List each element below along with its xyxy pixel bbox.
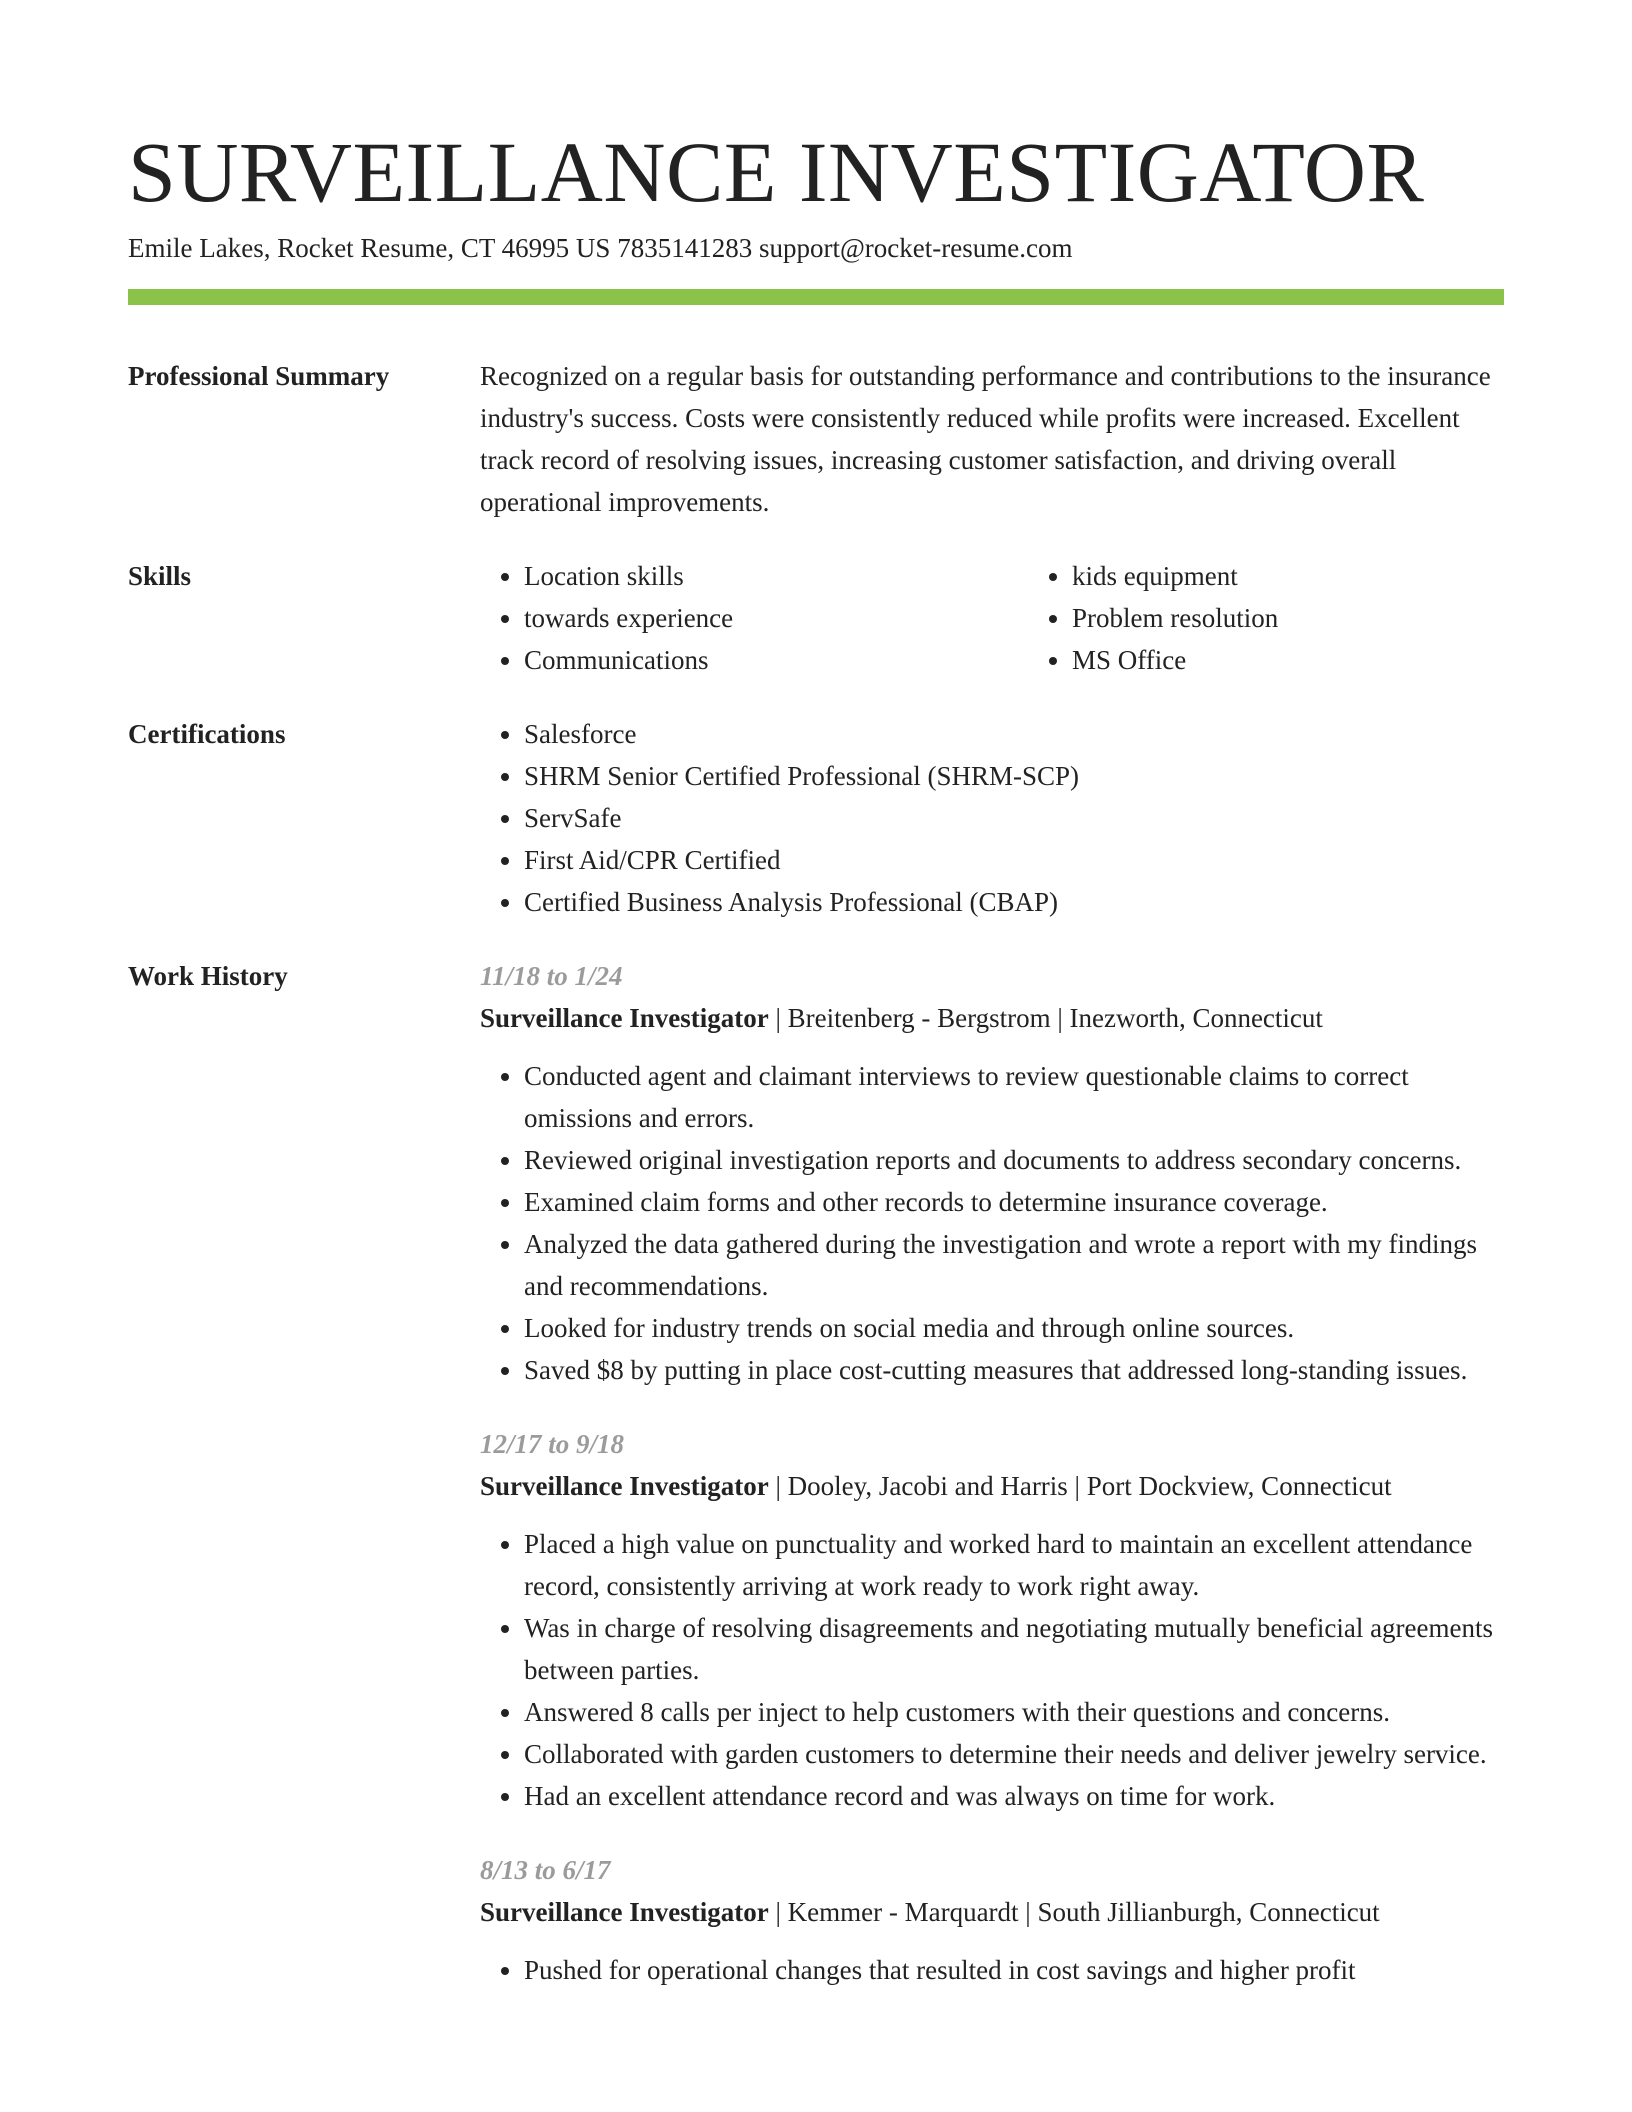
summary-section [128, 355, 1504, 523]
job-duties-list [480, 1055, 1504, 1391]
summary-label: Professional Summary [128, 361, 390, 391]
certification-item: • SHRM Senior Certified Professional (SHRM-SCP) [524, 755, 1504, 797]
resume-title: SURVEILLANCE INVESTIGATOR [128, 124, 1425, 220]
certifications-label: Certifications [128, 719, 286, 749]
job-dates: 8/13 to 6/17 [480, 1855, 611, 1885]
summary-body [480, 355, 1504, 523]
job-duty: • Analyzed the data gathered during the investigation and wrote a report with my findings and recommendations. [524, 1223, 1504, 1307]
accent-divider [128, 289, 1504, 305]
job-details: | Breitenberg - Bergstrom | Inezworth, Connecticut [768, 1003, 1323, 1033]
summary-text: Recognized on a regular basis for outstanding performance and contributions to the insurance industry's success. Costs were consistently reduced while profits were increased. Excellent track record of resolving issues, increasing customer satisfaction, and driving overall operational improvements. [480, 361, 1491, 517]
work-history-section [128, 955, 1504, 1991]
job-duty: • Pushed for operational changes that resulted in cost savings and higher profit [524, 1949, 1504, 1991]
job-duty: • Examined claim forms and other records to determine insurance coverage. [524, 1181, 1504, 1223]
job-entry [480, 955, 1504, 1391]
job-title: Surveillance Investigator [480, 1003, 769, 1033]
job-duty: • Collaborated with garden customers to determine their needs and deliver jewelry service. [524, 1733, 1504, 1775]
job-duty: • Answered 8 calls per inject to help customers with their questions and concerns. [524, 1691, 1504, 1733]
certification-item: • First Aid/CPR Certified [524, 839, 1504, 881]
certifications-list [480, 713, 1504, 923]
skills-section [128, 555, 1504, 681]
skill-item: • Problem resolution [1072, 597, 1576, 639]
contact-line: Emile Lakes, Rocket Resume, CT 46995 US 7835141283 support@rocket-resume.com [128, 233, 1073, 263]
certification-item: • Salesforce [524, 713, 1504, 755]
job-duties-list [480, 1949, 1504, 1991]
skill-item: • MS Office [1072, 639, 1576, 681]
skill-item: • kids equipment [1072, 555, 1576, 597]
job-duty: • Placed a high value on punctuality and worked hard to maintain an excellent attendance record, consistently arriving at work ready to work right away. [524, 1523, 1504, 1607]
job-header [480, 1465, 1504, 1507]
job-entry [480, 1849, 1504, 1991]
job-dates: 12/17 to 9/18 [480, 1429, 625, 1459]
job-header [480, 1891, 1504, 1933]
skills-label: Skills [128, 561, 192, 591]
skill-item: • Communications [524, 639, 1028, 681]
skills-column-2 [1028, 555, 1576, 681]
job-title: Surveillance Investigator [480, 1897, 769, 1927]
work-history-label: Work History [128, 961, 288, 991]
job-duty: • Had an excellent attendance record and was always on time for work. [524, 1775, 1504, 1817]
job-details: | Kemmer - Marquardt | South Jillianburgh, Connecticut [768, 1897, 1380, 1927]
work-history-body [480, 955, 1504, 1991]
certifications-section [128, 713, 1504, 923]
job-dates: 11/18 to 1/24 [480, 961, 623, 991]
job-duty: • Was in charge of resolving disagreements and negotiating mutually beneficial agreements between parties. [524, 1607, 1504, 1691]
resume-page [128, 0, 1504, 1991]
job-details: | Dooley, Jacobi and Harris | Port Dockview, Connecticut [768, 1471, 1392, 1501]
skill-item: • Location skills [524, 555, 1028, 597]
job-title: Surveillance Investigator [480, 1471, 769, 1501]
certifications-body [480, 713, 1504, 923]
job-duty: • Conducted agent and claimant interviews to review questionable claims to correct omissions and errors. [524, 1055, 1504, 1139]
certification-item: • Certified Business Analysis Professional (CBAP) [524, 881, 1504, 923]
job-entry [480, 1423, 1504, 1817]
job-duties-list [480, 1523, 1504, 1817]
certification-item: • ServSafe [524, 797, 1504, 839]
job-duty: • Saved $8 by putting in place cost-cutting measures that addressed long-standing issues. [524, 1349, 1504, 1391]
job-header [480, 997, 1504, 1039]
job-duty: • Reviewed original investigation reports and documents to address secondary concerns. [524, 1139, 1504, 1181]
job-duty: • Looked for industry trends on social media and through online sources. [524, 1307, 1504, 1349]
skills-column-1 [480, 555, 1028, 681]
skills-body [480, 555, 1576, 681]
skill-item: • towards experience [524, 597, 1028, 639]
